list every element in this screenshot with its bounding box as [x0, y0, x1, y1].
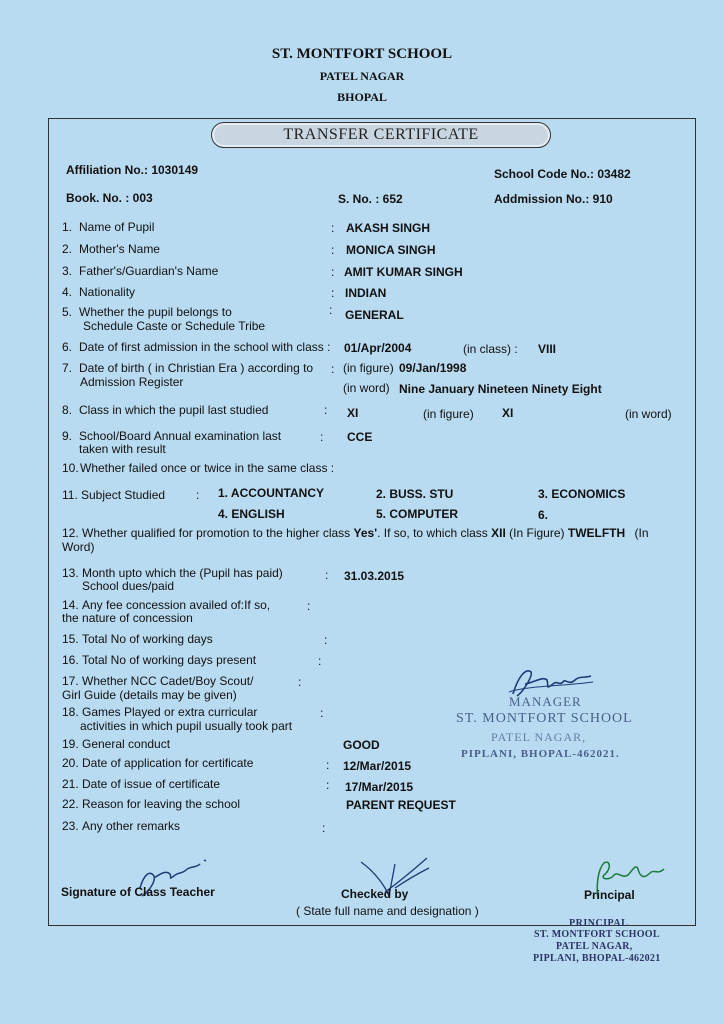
row-5-label-line2: Schedule Caste or Schedule Tribe: [83, 319, 266, 333]
subject-5: 5. COMPUTER: [376, 507, 459, 521]
row-7-label-line2: Admission Register: [80, 375, 184, 389]
nationality-value: INDIAN: [345, 286, 387, 300]
row-2-number: 2.: [62, 242, 73, 256]
application-date: 12/Mar/2015: [343, 759, 412, 773]
manager-stamp-address: PIPLANI, BHOPAL-462021.: [461, 748, 620, 760]
serial-number: S. No. : 652: [338, 192, 403, 206]
checked-by-label: Checked by: [341, 887, 409, 901]
row-8-colon: :: [324, 403, 328, 417]
row-12-number: 12.: [62, 526, 79, 540]
admission-class-label: (in class) :: [463, 342, 518, 356]
row-15-colon: :: [324, 633, 328, 647]
row-11-number: 11.: [62, 488, 78, 502]
row-22-label: Reason for leaving the school: [82, 797, 241, 811]
row-12-line: [62, 526, 649, 540]
row-19-number: 19.: [62, 737, 79, 751]
admission-class-value: VIII: [538, 342, 557, 356]
pupil-name: AKASH SINGH: [346, 221, 431, 235]
row-9-number: 9.: [62, 429, 73, 443]
mother-name: MONICA SINGH: [346, 243, 436, 257]
dues-paid-value: 31.03.2015: [344, 569, 405, 583]
row-18-label: Games Played or extra curricular: [82, 705, 258, 719]
row-3-label: Father's/Guardian's Name: [79, 264, 219, 278]
row-18-label-line2: activities in which pupil usually took part: [80, 719, 293, 733]
manager-stamp-school: ST. MONTFORT SCHOOL: [456, 711, 633, 726]
promotion-figure-label: (In Figure): [509, 526, 565, 540]
row-10-number: 10.: [62, 461, 79, 475]
subject-1: 1. ACCOUNTANCY: [218, 486, 325, 500]
school-code: School Code No.: 03482: [494, 167, 631, 181]
principal-label: Principal: [584, 888, 635, 902]
principal-stamp-locality: PATEL NAGAR,: [556, 941, 633, 952]
row-11-colon: :: [196, 488, 200, 502]
subject-3: 3. ECONOMICS: [538, 487, 626, 501]
row-11-label: Subject Studied: [81, 488, 166, 502]
row-14-number: 14.: [62, 598, 79, 612]
row-10-label: Whether failed once or twice in the same class :: [80, 461, 335, 475]
principal-stamp-address: PIPLANI, BHOPAL-462021: [533, 953, 661, 964]
row-5-number: 5.: [62, 305, 73, 319]
first-admission-date: 01/Apr/2004: [344, 341, 412, 355]
row-22-number: 22.: [62, 797, 79, 811]
row-1-label: Name of Pupil: [79, 220, 155, 234]
row-23-label: Any other remarks: [82, 819, 181, 833]
row-13-label: Month upto which the (Pupil has paid): [82, 566, 283, 580]
row-8-number: 8.: [62, 403, 73, 417]
row-13-colon: :: [325, 568, 329, 582]
row-5-colon: :: [329, 303, 333, 317]
dob-figure-value: 09/Jan/1998: [399, 361, 467, 375]
checked-by-note: ( State full name and designation ): [296, 904, 479, 918]
subject-4: 4. ENGLISH: [218, 507, 285, 521]
dob-word-label: (in word): [343, 381, 390, 395]
row-13-label-line2: School dues/paid: [82, 579, 175, 593]
last-class-value: XI: [347, 406, 359, 420]
row-3-number: 3.: [62, 264, 73, 278]
class-teacher-label: Signature of Class Teacher: [61, 885, 215, 899]
last-class-figure-label: (in figure): [423, 407, 474, 421]
row-1-number: 1.: [62, 220, 73, 234]
exam-value: CCE: [347, 430, 373, 444]
manager-stamp-title: MANAGER: [509, 694, 582, 709]
row-9-label-line2: taken with result: [79, 442, 166, 456]
promotion-word-label: (In: [634, 526, 649, 540]
row-13-number: 13.: [62, 566, 79, 580]
principal-stamp-title: PRINCIPAL: [569, 918, 629, 929]
row-14-colon: :: [307, 599, 311, 613]
row-9-colon: :: [320, 430, 324, 444]
row-20-label: Date of application for certificate: [82, 756, 254, 770]
row-6-label: Date of first admission in the school with class :: [79, 340, 331, 354]
row-4-colon: :: [331, 286, 335, 300]
row-9-label: School/Board Annual examination last: [79, 429, 282, 443]
dob-figure-label: (in figure): [343, 361, 394, 375]
row-20-colon: :: [326, 758, 330, 772]
book-number: Book. No. : 003: [66, 191, 153, 205]
row-5-label: Whether the pupil belongs to: [79, 305, 232, 319]
promotion-class: XII: [491, 526, 506, 540]
row-21-number: 21.: [62, 777, 79, 791]
row-21-colon: :: [326, 778, 330, 792]
row-20-number: 20.: [62, 756, 79, 770]
dob-word-value: Nine January Nineteen Ninety Eight: [399, 382, 602, 396]
row-16-label: Total No of working days present: [82, 653, 257, 667]
row-19-label: General conduct: [82, 737, 171, 751]
school-name: ST. MONTFORT SCHOOL: [271, 46, 453, 62]
row-15-label: Total No of working days: [82, 632, 213, 646]
row-21-label: Date of issue of certificate: [82, 777, 221, 791]
last-class-figure-value: XI: [502, 406, 514, 420]
row-2-colon: :: [331, 243, 335, 257]
principal-stamp-school: ST. MONTFORT SCHOOL: [534, 929, 660, 940]
school-city: BHOPAL: [337, 90, 387, 104]
row-16-number: 16.: [62, 653, 79, 667]
row-14-label: Any fee concession availed of:If so,: [82, 598, 271, 612]
row-17-colon: :: [298, 675, 302, 689]
row-17-number: 17.: [62, 674, 79, 688]
row-7-label: Date of birth ( in Christian Era ) according to: [79, 361, 314, 375]
row-18-colon: :: [320, 706, 324, 720]
row-1-colon: :: [331, 221, 335, 235]
row-7-colon: :: [331, 362, 335, 376]
school-locality: PATEL NAGAR: [319, 69, 405, 83]
father-name: AMIT KUMAR SINGH: [344, 265, 463, 279]
row-4-number: 4.: [62, 285, 73, 299]
row-8-label: Class in which the pupil last studied: [79, 403, 269, 417]
row-2-label: Mother's Name: [79, 242, 160, 256]
leaving-reason: PARENT REQUEST: [346, 798, 456, 812]
promotion-word: TWELFTH: [567, 526, 626, 540]
subject-2: 2. BUSS. STU: [376, 487, 454, 501]
last-class-word-label: (in word): [625, 407, 672, 421]
issue-date: 17/Mar/2015: [345, 780, 414, 794]
affiliation-number: Affiliation No.: 1030149: [66, 163, 199, 177]
admission-number: Addmission No.: 910: [494, 192, 613, 206]
row-6-number: 6.: [62, 340, 73, 354]
promotion-yes: Yes': [353, 526, 378, 540]
row-7-number: 7.: [62, 361, 73, 375]
row-23-colon: :: [322, 821, 326, 835]
row-14-label-line2: the nature of concession: [62, 611, 193, 625]
category-value: GENERAL: [345, 308, 404, 322]
row-4-label: Nationality: [79, 285, 136, 299]
row-12-mid: . If so, to which class: [377, 526, 488, 540]
row-3-colon: :: [331, 265, 335, 279]
row-18-number: 18.: [62, 705, 79, 719]
row-17-label: Whether NCC Cadet/Boy Scout/: [82, 674, 254, 688]
row-12-label-line2: Word): [62, 540, 95, 554]
subject-6: 6.: [538, 508, 549, 522]
row-16-colon: :: [318, 654, 322, 668]
certificate-title: TRANSFER CERTIFICATE: [211, 122, 551, 148]
row-17-label-line2: Girl Guide (details may be given): [62, 688, 237, 702]
row-15-number: 15.: [62, 632, 79, 646]
row-23-number: 23.: [62, 819, 79, 833]
manager-stamp-locality: PATEL NAGAR,: [491, 730, 587, 744]
row-12-label: Whether qualified for promotion to the higher class: [82, 526, 351, 540]
general-conduct-value: GOOD: [343, 738, 380, 752]
